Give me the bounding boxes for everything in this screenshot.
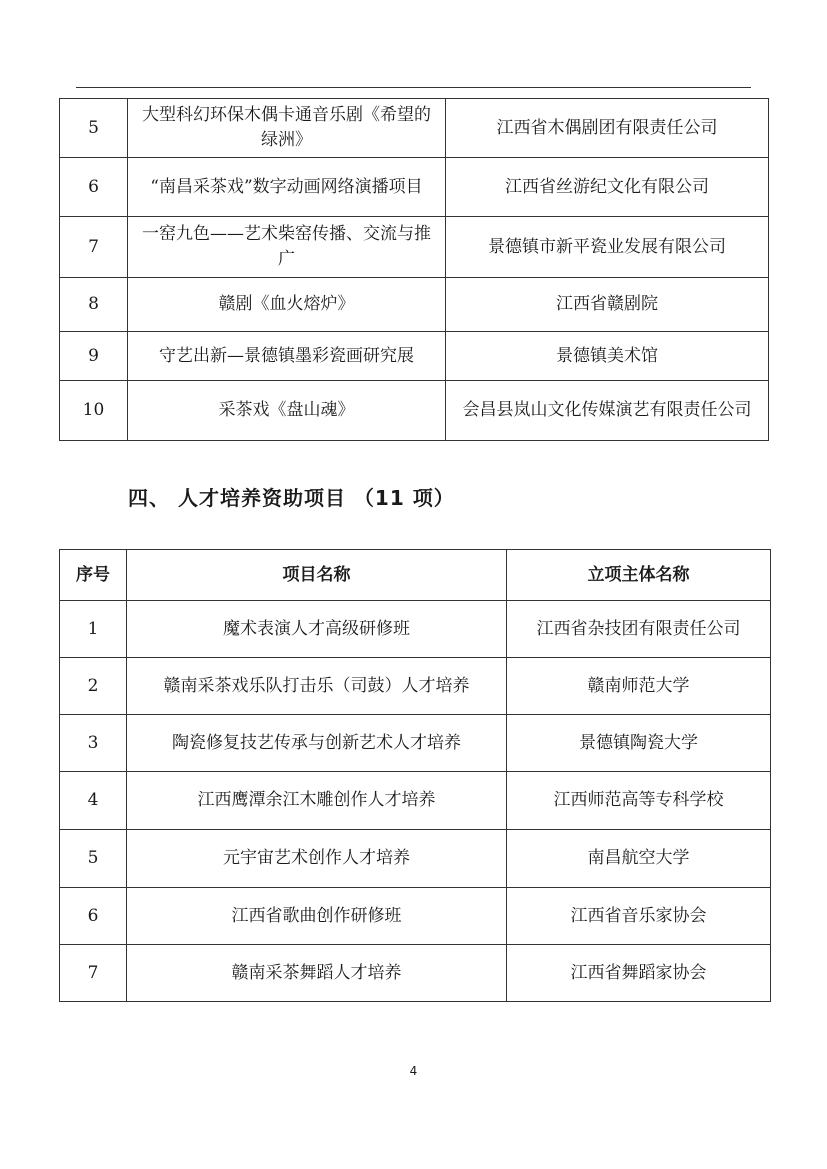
row-number: 5 — [60, 99, 128, 158]
organization-name: 江西省丝游纪文化有限公司 — [446, 158, 769, 217]
organization-name: 赣南师范大学 — [507, 658, 771, 715]
table-row — [60, 945, 771, 1002]
organization-name: 景德镇美术馆 — [446, 332, 769, 381]
column-header-number: 序号 — [60, 550, 127, 601]
row-number: 7 — [60, 945, 127, 1002]
table-row — [60, 715, 771, 772]
row-number: 2 — [60, 658, 127, 715]
column-header-project-name: 项目名称 — [127, 550, 507, 601]
table-row — [60, 217, 769, 278]
row-number: 1 — [60, 601, 127, 658]
row-number: 7 — [60, 217, 128, 278]
organization-name: 景德镇市新平瓷业发展有限公司 — [446, 217, 769, 278]
project-name: 大型科幻环保木偶卡通音乐剧《希望的绿洲》 — [128, 99, 446, 158]
organization-name: 江西师范高等专科学校 — [507, 772, 771, 830]
row-number: 4 — [60, 772, 127, 830]
table-row — [60, 332, 769, 381]
project-name: 守艺出新—景德镇墨彩瓷画研究展 — [128, 332, 446, 381]
header-rule — [76, 87, 751, 88]
page-number: 4 — [409, 1064, 418, 1078]
organization-name: 江西省木偶剧团有限责任公司 — [446, 99, 769, 158]
column-header-organization: 立项主体名称 — [507, 550, 771, 601]
project-name: 赣南采茶戏乐队打击乐（司鼓）人才培养 — [127, 658, 507, 715]
talent-training-projects-table — [59, 549, 771, 1002]
project-name: 元宇宙艺术创作人才培养 — [127, 830, 507, 888]
funded-projects-table-continued — [59, 98, 769, 441]
section-heading: 四、 人才培养资助项目 （11 项） — [128, 486, 455, 510]
table-row — [60, 601, 771, 658]
project-name: “南昌采茶戏”数字动画网络演播项目 — [128, 158, 446, 217]
row-number: 6 — [60, 158, 128, 217]
table-row — [60, 830, 771, 888]
row-number: 5 — [60, 830, 127, 888]
organization-name: 江西省舞蹈家协会 — [507, 945, 771, 1002]
project-name: 魔术表演人才高级研修班 — [127, 601, 507, 658]
table-header-row — [60, 550, 771, 601]
project-name: 采茶戏《盘山魂》 — [128, 381, 446, 441]
row-number: 3 — [60, 715, 127, 772]
organization-name: 江西省杂技团有限责任公司 — [507, 601, 771, 658]
project-name: 赣南采茶舞蹈人才培养 — [127, 945, 507, 1002]
project-name: 一窑九色——艺术柴窑传播、交流与推广 — [128, 217, 446, 278]
organization-name: 景德镇陶瓷大学 — [507, 715, 771, 772]
project-name: 江西鹰潭余江木雕创作人才培养 — [127, 772, 507, 830]
row-number: 10 — [60, 381, 128, 441]
table-row — [60, 278, 769, 332]
table-row — [60, 658, 771, 715]
organization-name: 南昌航空大学 — [507, 830, 771, 888]
organization-name: 会昌县岚山文化传媒演艺有限责任公司 — [446, 381, 769, 441]
table-row — [60, 158, 769, 217]
table-row — [60, 99, 769, 158]
project-name: 江西省歌曲创作研修班 — [127, 888, 507, 945]
row-number: 9 — [60, 332, 128, 381]
project-name: 陶瓷修复技艺传承与创新艺术人才培养 — [127, 715, 507, 772]
table-row — [60, 888, 771, 945]
organization-name: 江西省赣剧院 — [446, 278, 769, 332]
table-row — [60, 772, 771, 830]
row-number: 6 — [60, 888, 127, 945]
organization-name: 江西省音乐家协会 — [507, 888, 771, 945]
row-number: 8 — [60, 278, 128, 332]
table-row — [60, 381, 769, 441]
project-name: 赣剧《血火熔炉》 — [128, 278, 446, 332]
